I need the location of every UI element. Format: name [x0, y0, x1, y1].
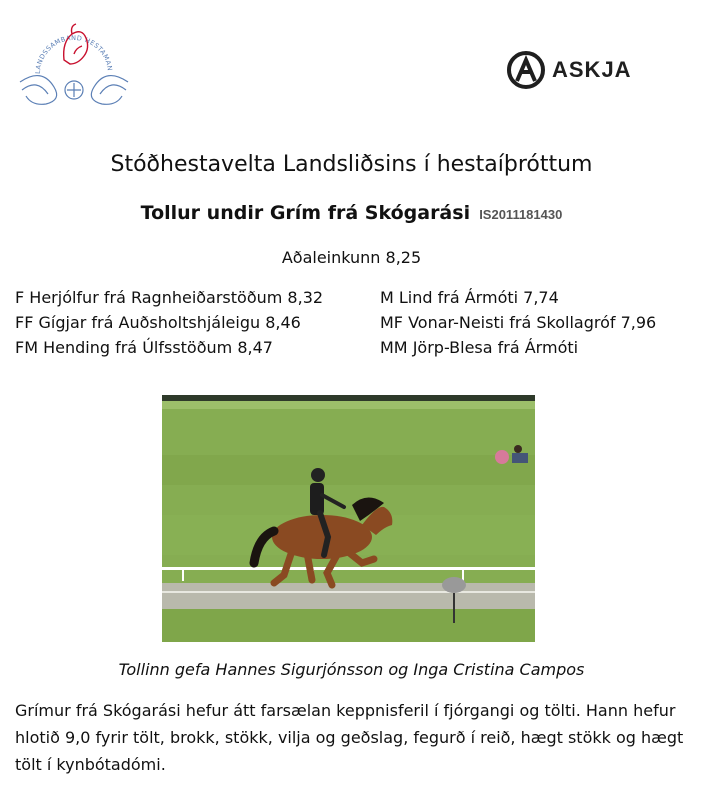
askja-emblem-icon	[506, 50, 546, 90]
document-title: Stóðhestavelta Landsliðsins í hestaíþróttum	[110, 152, 593, 177]
pedigree-dam-dam: MM Jörp-Blesa frá Ármóti	[380, 338, 579, 357]
logo-arc-text: LANDSSAMBAND HESTAMAN	[33, 33, 114, 75]
landssamband-logo	[12, 12, 136, 112]
pedigree-dam: M Lind frá Ármóti 7,74	[380, 288, 559, 307]
horse-name: Tollur undir Grím frá Skógarási	[140, 202, 471, 224]
description-paragraph: Grímur frá Skógarási hefur átt farsælan keppnisferil í fjórgangi og tölti. Hann hefur hlotið 9,0 fyrir tölt, brokk, stökk, vilja og geðslag, fegurð í reið, hægt stökk og hægt tölt í kynbótadómi.	[15, 701, 684, 774]
score-line: Aðaleinkunn 8,25	[281, 248, 422, 267]
horse-id: IS2011181430	[479, 207, 563, 222]
horse-photo	[162, 395, 535, 642]
svg-text:LANDSSAMBAND HESTAMANNAFÉLAGA	[12, 12, 114, 74]
askja-logo	[506, 50, 632, 90]
pedigree-sire-sire: FF Gígjar frá Auðsholtshjáleigu 8,46	[15, 313, 301, 332]
horse-heading	[0, 202, 703, 224]
pedigree-dam-sire: MF Vonar-Neisti frá Skollagróf 7,96	[380, 313, 657, 332]
askja-wordmark: ASKJA	[552, 57, 632, 82]
pedigree-sire-dam: FM Hending frá Úlfsstöðum 8,47	[15, 338, 273, 357]
photo-caption: Tollinn gefa Hannes Sigurjónsson og Inga Cristina Campos	[118, 660, 585, 679]
pedigree-sire: F Herjólfur frá Ragnheiðarstöðum 8,32	[15, 288, 324, 307]
